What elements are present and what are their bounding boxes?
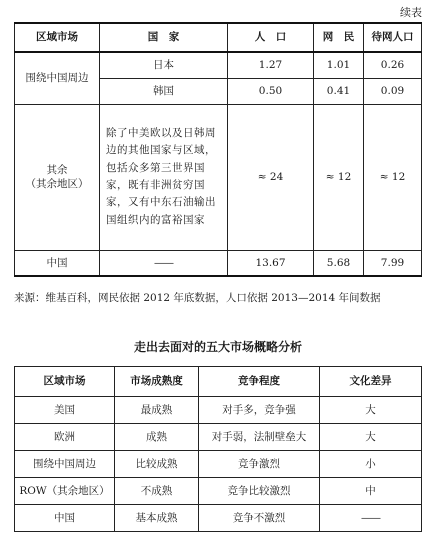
- pending-cell: ≈ 12: [364, 104, 422, 250]
- culture-cell: 大: [320, 397, 422, 424]
- competition-cell: 对手弱，法制壁垒大: [199, 424, 320, 451]
- region-cell: 围绕中国周边: [15, 451, 115, 478]
- culture-cell: ——: [320, 505, 422, 532]
- region-cell: 欧洲: [15, 424, 115, 451]
- col-header-region: 区域市场: [15, 23, 100, 52]
- table-row: [15, 397, 422, 424]
- table-row: [15, 104, 422, 250]
- population-cell: 1.27: [228, 52, 314, 78]
- region-cell: 美国: [15, 397, 115, 424]
- netizens-cell: 0.41: [314, 78, 364, 104]
- market-analysis-table: [14, 366, 422, 532]
- maturity-cell: 基本成熟: [115, 505, 199, 532]
- table-row: [15, 505, 422, 532]
- country-cell: 日本: [100, 52, 228, 78]
- pending-cell: 0.09: [364, 78, 422, 104]
- col-header-region: 区域市场: [15, 367, 115, 397]
- maturity-cell: 不成熟: [115, 478, 199, 505]
- table-row: [15, 424, 422, 451]
- country-cell: 韩国: [100, 78, 228, 104]
- source-note: 来源：维基百科，网民依据 2012 年底数据，人口依据 2013—2014 年间数据: [14, 292, 381, 304]
- market-analysis-title: 走出去面对的五大市场概略分析: [133, 340, 302, 354]
- table-row: [15, 52, 422, 78]
- maturity-cell: 比较成熟: [115, 451, 199, 478]
- col-header-culture: 文化差异: [320, 367, 422, 397]
- population-cell: 13.67: [228, 250, 314, 276]
- netizens-cell: ≈ 12: [314, 104, 364, 250]
- region-name: 其余: [46, 163, 68, 176]
- table-row: [15, 250, 422, 276]
- col-header-population: 人 口: [228, 23, 314, 52]
- country-cell: ——: [100, 250, 228, 276]
- region-note: （其余地区）: [25, 178, 89, 190]
- col-header-pending: 待网人口: [364, 23, 422, 52]
- col-header-country: 国 家: [100, 23, 228, 52]
- col-header-competition: 竞争程度: [199, 367, 320, 397]
- region-cell: 围绕中国周边: [15, 52, 100, 104]
- region-cell: [15, 104, 100, 250]
- competition-cell: 竞争不激烈: [199, 505, 320, 532]
- competition-cell: 竞争比较激烈: [199, 478, 320, 505]
- country-description: 除了中美欧以及日韩周边的其他国家与区域，包括众多第三世界国家，既有非洲贫穷国家，又有中东石油输出国组织内的富裕国家: [100, 104, 228, 250]
- competition-cell: 竞争激烈: [199, 451, 320, 478]
- region-cell: 中国: [15, 505, 115, 532]
- pending-cell: 7.99: [364, 250, 422, 276]
- region-cell: ROW（其余地区）: [15, 478, 115, 505]
- table-row: [15, 451, 422, 478]
- netizens-cell: 1.01: [314, 52, 364, 78]
- population-cell: ≈ 24: [228, 104, 314, 250]
- culture-cell: 小: [320, 451, 422, 478]
- table-header-row: [15, 367, 422, 397]
- maturity-cell: 成熟: [115, 424, 199, 451]
- pending-cell: 0.26: [364, 52, 422, 78]
- culture-cell: 大: [320, 424, 422, 451]
- col-header-maturity: 市场成熟度: [115, 367, 199, 397]
- table-header-row: [15, 23, 422, 52]
- maturity-cell: 最成熟: [115, 397, 199, 424]
- continued-label: 续表: [400, 6, 422, 19]
- competition-cell: 对手多，竞争强: [199, 397, 320, 424]
- culture-cell: 中: [320, 478, 422, 505]
- population-table: [14, 22, 422, 277]
- region-cell: 中国: [15, 250, 100, 276]
- col-header-netizens: 网 民: [314, 23, 364, 52]
- population-cell: 0.50: [228, 78, 314, 104]
- netizens-cell: 5.68: [314, 250, 364, 276]
- table-row: [15, 478, 422, 505]
